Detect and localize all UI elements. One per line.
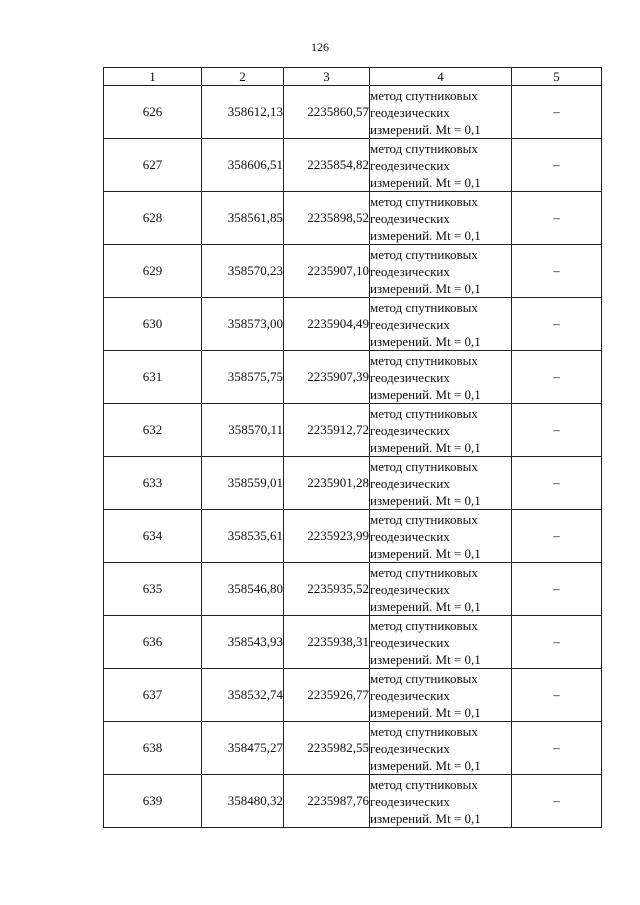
method-line: геодезических (370, 157, 450, 173)
y-coordinate-cell: 2235923,99 (284, 510, 370, 563)
table-row (104, 404, 602, 457)
y-coordinate-cell: 2235938,31 (284, 616, 370, 669)
x-coordinate-cell: 358570,23 (202, 245, 284, 298)
note-cell: – (512, 457, 602, 510)
method-line: метод спутниковых (370, 193, 478, 209)
table-row (104, 192, 602, 245)
note-cell: – (512, 510, 602, 563)
method-cell (370, 139, 512, 192)
method-line: измерений. Mt = 0,1 (370, 174, 481, 190)
y-coordinate-cell: 2235901,28 (284, 457, 370, 510)
method-line: геодезических (370, 316, 450, 332)
method-cell (370, 669, 512, 722)
method-line: метод спутниковых (370, 723, 478, 739)
note-cell: – (512, 298, 602, 351)
method-line: измерений. Mt = 0,1 (370, 280, 481, 296)
method-line: геодезических (370, 422, 450, 438)
method-cell (370, 298, 512, 351)
x-coordinate-cell: 358535,61 (202, 510, 284, 563)
y-coordinate-cell: 2235904,49 (284, 298, 370, 351)
point-number-cell: 628 (104, 192, 202, 245)
y-coordinate-cell: 2235898,52 (284, 192, 370, 245)
method-line: метод спутниковых (370, 87, 478, 103)
method-line: метод спутниковых (370, 564, 478, 580)
table-row (104, 563, 602, 616)
method-line: геодезических (370, 263, 450, 279)
method-line: метод спутниковых (370, 405, 478, 421)
method-line: измерений. Mt = 0,1 (370, 757, 481, 773)
x-coordinate-cell: 358573,00 (202, 298, 284, 351)
method-cell (370, 563, 512, 616)
method-line: измерений. Mt = 0,1 (370, 333, 481, 349)
y-coordinate-cell: 2235935,52 (284, 563, 370, 616)
point-number-cell: 626 (104, 86, 202, 139)
y-coordinate-cell: 2235912,72 (284, 404, 370, 457)
note-cell: – (512, 351, 602, 404)
note-cell: – (512, 775, 602, 828)
y-coordinate-cell: 2235982,55 (284, 722, 370, 775)
table-row (104, 351, 602, 404)
method-line: геодезических (370, 793, 450, 809)
method-line: метод спутниковых (370, 299, 478, 315)
method-line: измерений. Mt = 0,1 (370, 704, 481, 720)
point-number-cell: 632 (104, 404, 202, 457)
method-line: метод спутниковых (370, 458, 478, 474)
method-line: метод спутниковых (370, 511, 478, 527)
coordinates-table (103, 67, 602, 828)
note-cell: – (512, 563, 602, 616)
table-row (104, 669, 602, 722)
column-header: 5 (512, 68, 602, 86)
method-line: геодезических (370, 210, 450, 226)
point-number-cell: 629 (104, 245, 202, 298)
x-coordinate-cell: 358570,11 (202, 404, 284, 457)
method-cell (370, 192, 512, 245)
table-row (104, 616, 602, 669)
x-coordinate-cell: 358480,32 (202, 775, 284, 828)
method-line: геодезических (370, 475, 450, 491)
x-coordinate-cell: 358532,74 (202, 669, 284, 722)
point-number-cell: 634 (104, 510, 202, 563)
y-coordinate-cell: 2235987,76 (284, 775, 370, 828)
method-cell (370, 404, 512, 457)
method-line: метод спутниковых (370, 246, 478, 262)
x-coordinate-cell: 358559,01 (202, 457, 284, 510)
method-line: метод спутниковых (370, 776, 478, 792)
x-coordinate-cell: 358543,93 (202, 616, 284, 669)
method-cell (370, 510, 512, 563)
y-coordinate-cell: 2235854,82 (284, 139, 370, 192)
method-line: измерений. Mt = 0,1 (370, 227, 481, 243)
point-number-cell: 633 (104, 457, 202, 510)
x-coordinate-cell: 358561,85 (202, 192, 284, 245)
table-body (104, 86, 602, 828)
note-cell: – (512, 192, 602, 245)
x-coordinate-cell: 358475,27 (202, 722, 284, 775)
x-coordinate-cell: 358546,80 (202, 563, 284, 616)
table-row (104, 86, 602, 139)
method-line: геодезических (370, 528, 450, 544)
y-coordinate-cell: 2235907,39 (284, 351, 370, 404)
method-line: геодезических (370, 634, 450, 650)
method-line: измерений. Mt = 0,1 (370, 810, 481, 826)
point-number-cell: 638 (104, 722, 202, 775)
table-row (104, 510, 602, 563)
note-cell: – (512, 616, 602, 669)
point-number-cell: 631 (104, 351, 202, 404)
method-line: измерений. Mt = 0,1 (370, 545, 481, 561)
table-row (104, 722, 602, 775)
method-cell (370, 722, 512, 775)
table-row (104, 139, 602, 192)
point-number-cell: 639 (104, 775, 202, 828)
column-header: 3 (284, 68, 370, 86)
note-cell: – (512, 245, 602, 298)
point-number-cell: 635 (104, 563, 202, 616)
method-line: геодезических (370, 369, 450, 385)
note-cell: – (512, 139, 602, 192)
method-cell (370, 775, 512, 828)
table-row (104, 775, 602, 828)
method-line: измерений. Mt = 0,1 (370, 439, 481, 455)
page-number: 126 (311, 40, 329, 54)
x-coordinate-cell: 358575,75 (202, 351, 284, 404)
table-row (104, 245, 602, 298)
x-coordinate-cell: 358606,51 (202, 139, 284, 192)
method-cell (370, 616, 512, 669)
column-header: 1 (104, 68, 202, 86)
method-line: геодезических (370, 104, 450, 120)
note-cell: – (512, 669, 602, 722)
method-line: измерений. Mt = 0,1 (370, 492, 481, 508)
method-line: метод спутниковых (370, 140, 478, 156)
x-coordinate-cell: 358612,13 (202, 86, 284, 139)
method-line: измерений. Mt = 0,1 (370, 598, 481, 614)
method-line: геодезических (370, 740, 450, 756)
method-cell (370, 457, 512, 510)
point-number-cell: 630 (104, 298, 202, 351)
method-line: метод спутниковых (370, 352, 478, 368)
note-cell: – (512, 86, 602, 139)
note-cell: – (512, 722, 602, 775)
y-coordinate-cell: 2235926,77 (284, 669, 370, 722)
column-header: 2 (202, 68, 284, 86)
point-number-cell: 627 (104, 139, 202, 192)
method-line: геодезических (370, 687, 450, 703)
y-coordinate-cell: 2235860,57 (284, 86, 370, 139)
method-line: метод спутниковых (370, 670, 478, 686)
point-number-cell: 636 (104, 616, 202, 669)
y-coordinate-cell: 2235907,10 (284, 245, 370, 298)
table-header-row (104, 68, 602, 86)
method-line: измерений. Mt = 0,1 (370, 386, 481, 402)
note-cell: – (512, 404, 602, 457)
method-line: геодезических (370, 581, 450, 597)
method-line: измерений. Mt = 0,1 (370, 651, 481, 667)
table-row (104, 457, 602, 510)
method-cell (370, 86, 512, 139)
method-cell (370, 351, 512, 404)
method-cell (370, 245, 512, 298)
point-number-cell: 637 (104, 669, 202, 722)
method-line: измерений. Mt = 0,1 (370, 121, 481, 137)
table-row (104, 298, 602, 351)
column-header: 4 (370, 68, 512, 86)
method-line: метод спутниковых (370, 617, 478, 633)
